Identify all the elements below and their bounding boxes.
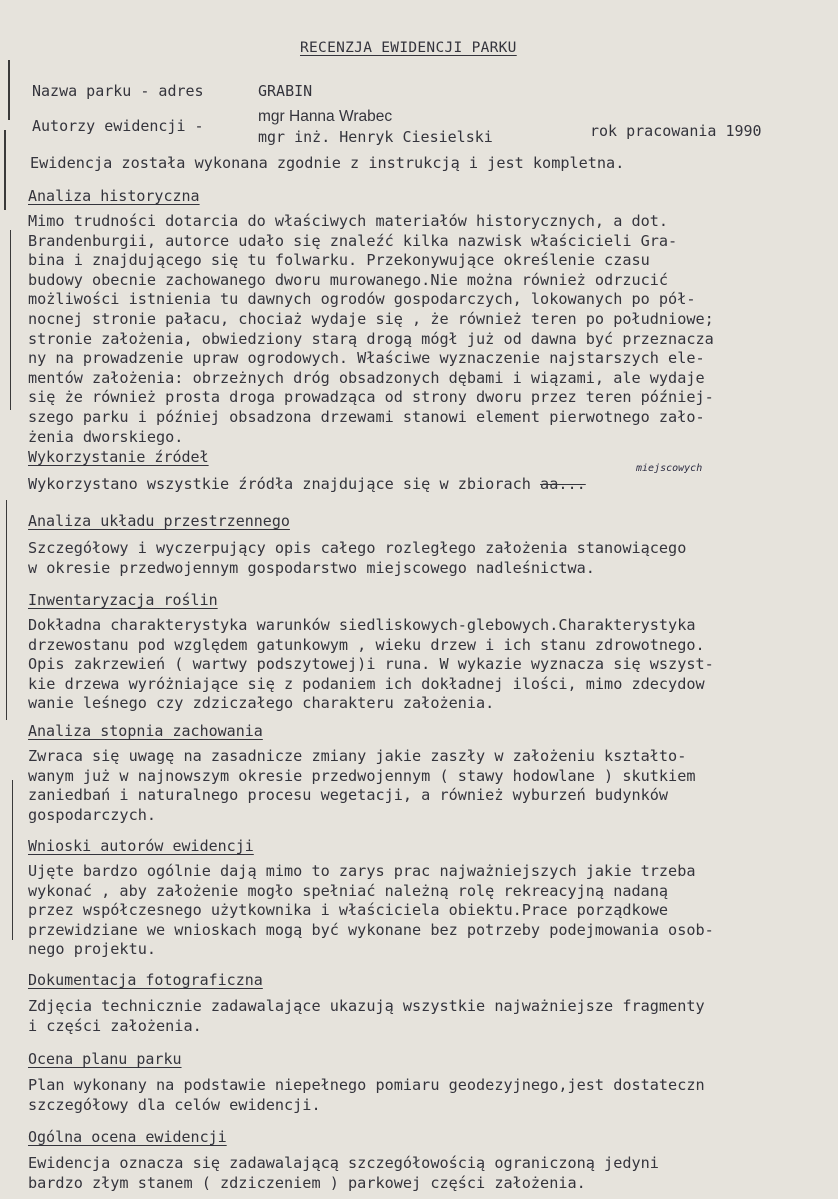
text-line: Ewidencja oznacza się zadawalającą szczegółowością ograniczoną jedyni <box>28 1154 659 1172</box>
text-line: bardzo złym stanem ( zdziczeniem ) parkowej części założenia. <box>28 1173 586 1192</box>
section-heading-plan: Ocena planu parku <box>28 1050 182 1068</box>
text-line: Mimo trudności dotarcia do właściwych materiałów historycznych, a dot. <box>28 212 669 230</box>
section-body-overall <box>28 1154 833 1193</box>
binding-margin <box>0 0 30 1199</box>
text-line: wanym już w najnowszym okresie przedwojennym ( stawy hodowlane ) skutkiem <box>28 766 696 785</box>
text-line: i części założenia. <box>28 1016 202 1035</box>
text-line: nego projektu. <box>28 940 157 959</box>
text-line: wanie leśnego czy zdziczałego charakteru założenia. <box>28 694 495 713</box>
text-line: mentów założenia: obrzeżnych dróg obsadzonych dębami i wiązami, ale wydaje <box>28 368 705 387</box>
section-body-plan <box>28 1076 833 1115</box>
section-heading-conclusions: Wnioski autorów ewidencji <box>28 837 254 855</box>
section-body-sources <box>28 475 833 495</box>
text-line: bina i znajdującego się tu folwarku. Przekonywujące określenie czasu <box>28 251 650 270</box>
section-body-historical <box>28 212 833 447</box>
text-line: Szczegółowy i wyczerpujący opis całego rozległego założenia stanowiącego <box>28 539 687 557</box>
text-line: stronie założenia, obwiedziony starą drogą mógł już od dawna być przeznacza <box>28 329 714 348</box>
section-heading-sources: Wykorzystanie źródeł <box>28 448 209 466</box>
section-heading-spatial: Analiza układu przestrzennego <box>28 512 290 530</box>
text-line: Plan wykonany na podstawie niepełnego pomiaru geodezyjnego,jest dostateczn <box>28 1076 705 1094</box>
document-title: RECENZJA EWIDENCJI PARKU <box>300 40 517 56</box>
text-line: Zwraca się uwagę na zasadnicze zmiany jakie zaszły w założeniu kształto- <box>28 747 687 765</box>
author-2: mgr inż. Henryk Ciesielski <box>258 128 493 146</box>
section-heading-historical: Analiza historyczna <box>28 187 200 205</box>
section-body-plants <box>28 616 833 714</box>
text-line: Opis zakrzewień ( wartwy podszytowej)i runa. W wykazie wyznacza się wszyst- <box>28 655 714 674</box>
author-1: mgr Hanna Wrabec <box>258 108 393 125</box>
section-heading-photo: Dokumentacja fotograficzna <box>28 971 263 989</box>
text-line: Brandenburgii, autorce udało się znaleźć kilka nazwisk właścicieli Gra- <box>28 231 678 250</box>
text-line: Wykorzystano wszystkie źródła znajdujące się w zbiorach <box>28 475 541 493</box>
text-line: w okresie przedwojennym gospodarstwo miejscowego nadleśnictwa. <box>28 558 595 577</box>
section-heading-preservation: Analiza stopnia zachowania <box>28 722 263 740</box>
completeness-statement: Ewidencja została wykonana zgodnie z instrukcją i jest kompletna. <box>30 154 625 172</box>
text-line: przez współczesnego użytkownika i właściciela obiektu.Prace porządkowe <box>28 901 669 920</box>
text-line: Ujęte bardzo ogólnie dają mimo to zarys prac najważniejszych jakie trzeba <box>28 862 696 880</box>
text-line: gospodarczych. <box>28 805 157 824</box>
text-line: ny na prowadzenie upraw ogrodowych. Właściwe wyznaczenie najstarszych ele- <box>28 349 705 368</box>
section-heading-overall: Ogólna ocena ewidencji <box>28 1128 227 1146</box>
text-line: możliwości istnienia tu dawnych ogrodów gospodarczych, lokowanych po pół- <box>28 290 696 309</box>
handwritten-correction: miejscowych <box>636 463 703 474</box>
text-line: budowy obecnie zachowanego dworu murowanego.Nie można również odrzucić <box>28 270 669 289</box>
section-body-preservation <box>28 747 833 825</box>
text-line: drzewostanu pod względem gatunkowym , wieku drzew i ich stanu zdrowotnego. <box>28 635 705 654</box>
section-heading-plants: Inwentaryzacja roślin <box>28 591 218 609</box>
park-label: Nazwa parku - adres <box>32 82 204 100</box>
text-line: Zdjęcia technicznie zadawalające ukazują wszystkie najważniejsze fragmenty <box>28 997 705 1015</box>
text-line: kie drzewa wyróżniające się z podaniem ich dokładnej ilości, mimo zdecydow <box>28 674 705 693</box>
struck-word: aa... <box>540 475 586 493</box>
year-label: rok pracowania 1990 <box>590 122 762 140</box>
text-line: nocnej stronie pałacu, chociaż wydaje się , że również teren po południowe; <box>28 309 714 328</box>
text-line: szczegółowy dla celów ewidencji. <box>28 1095 321 1114</box>
section-body-conclusions <box>28 862 833 960</box>
text-line: żenia dworskiego. <box>28 427 184 446</box>
park-name: GRABIN <box>258 82 313 100</box>
authors-label: Autorzy ewidencji - <box>32 117 204 135</box>
section-body-photo <box>28 997 833 1036</box>
text-line: się że również prosta droga prowadząca od strony dworu przez teren później- <box>28 388 714 407</box>
text-line: szego parku i później obsadzona drzewami stanowi element pierwotnego zało- <box>28 407 705 426</box>
text-line: zaniedbań i naturalnego procesu wegetacji, a również wyburzeń budynków <box>28 786 669 805</box>
text-line: Dokładna charakterystyka warunków siedliskowych-glebowych.Charakterystyka <box>28 616 696 634</box>
text-line: wykonać , aby założenie mogło spełniać należną rolę rekreacyjną nadaną <box>28 881 669 900</box>
text-line: przewidziane we wnioskach mogą być wykonane bez potrzeby podejmowania osob- <box>28 920 714 939</box>
section-body-spatial <box>28 539 833 578</box>
